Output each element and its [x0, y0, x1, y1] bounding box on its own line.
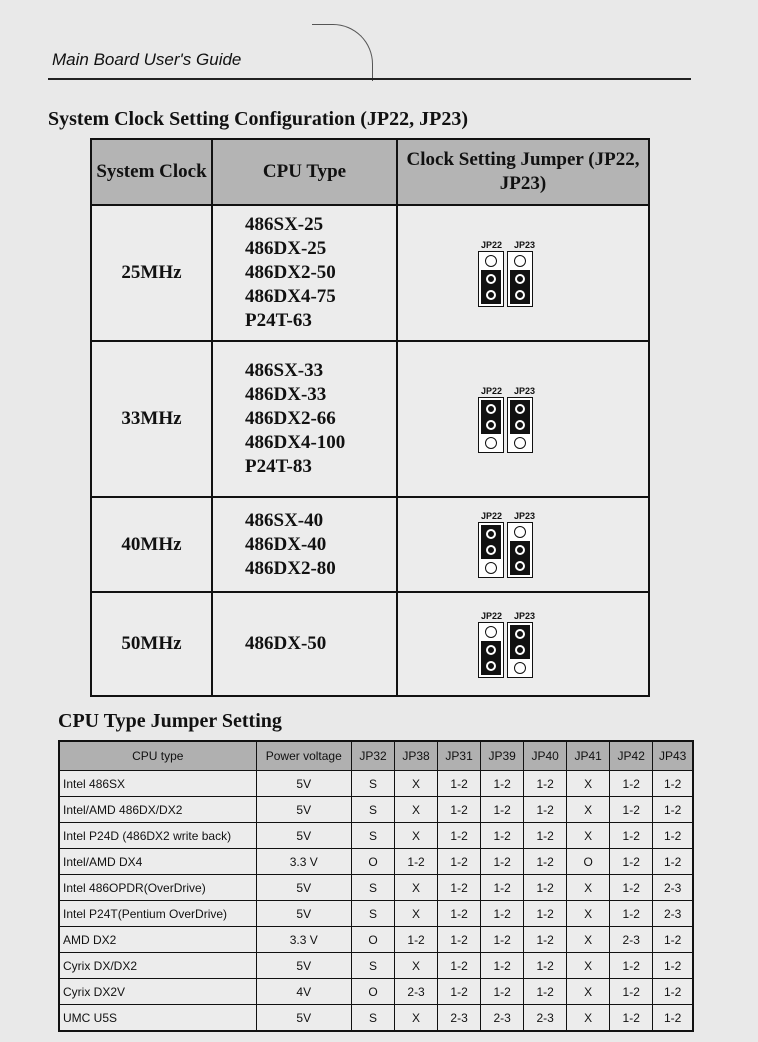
cpu-setting-cell: 1-2: [481, 875, 524, 901]
jumper-pin: [515, 404, 525, 414]
cpu-type-cell: [212, 497, 397, 592]
jp22-header: [478, 251, 504, 307]
cpu-name-cell: Intel 486OPDR(OverDrive): [59, 875, 256, 901]
decorative-arc: [312, 24, 373, 81]
cpu-type-item: 486DX2-80: [245, 557, 336, 579]
cpu-setting-cell: 1-2: [438, 875, 481, 901]
cpu-setting-cell: S: [352, 901, 395, 927]
clock-table-header-row: [91, 139, 649, 205]
jumper-pin: [486, 529, 496, 539]
cpu-name-cell: Intel P24T(Pentium OverDrive): [59, 901, 256, 927]
cpu-type-item: 486DX-50: [245, 633, 327, 654]
cpu-setting-cell: O: [352, 849, 395, 875]
jumper-labels: [478, 240, 538, 250]
cpu-setting-cell: 2-3: [438, 1005, 481, 1032]
jumper-pin: [486, 290, 496, 300]
cpu-setting-cell: 1-2: [438, 927, 481, 953]
jumper-pin: [515, 420, 525, 430]
cpu-setting-cell: 5V: [256, 875, 352, 901]
cpu-setting-cell: S: [352, 823, 395, 849]
jumper-label: JP22: [480, 239, 503, 250]
cpu-setting-cell: X: [395, 875, 438, 901]
jumper-pin: [485, 255, 497, 267]
cpu-setting-cell: 1-2: [610, 901, 653, 927]
cpu-table-row: [59, 927, 693, 953]
cpu-setting-cell: 1-2: [653, 979, 693, 1005]
cpu-setting-cell: 1-2: [653, 797, 693, 823]
jumper-labels: [478, 511, 538, 521]
cpu-name-cell: Intel P24D (486DX2 write back): [59, 823, 256, 849]
jumper-pin: [485, 437, 497, 449]
cpu-setting-cell: 1-2: [438, 901, 481, 927]
jumper-pin: [486, 404, 496, 414]
cpu-setting-cell: 1-2: [438, 771, 481, 797]
clock-jumper-cell: [397, 497, 649, 592]
cpu-setting-cell: 1-2: [524, 927, 567, 953]
cpu-setting-cell: X: [567, 927, 610, 953]
cpu-type-jumper-table: [58, 740, 694, 1032]
jumper-label: JP22: [480, 511, 503, 521]
cpu-setting-cell: 1-2: [524, 849, 567, 875]
cpu-table-row: [59, 1005, 693, 1032]
jumper-labels: [478, 386, 538, 396]
cpu-setting-cell: 2-3: [653, 875, 693, 901]
cpu-setting-cell: 1-2: [653, 771, 693, 797]
cpu-setting-cell: 1-2: [524, 771, 567, 797]
cpu-setting-cell: 2-3: [524, 1005, 567, 1032]
jumper-pin: [485, 562, 497, 574]
jumper-labels: [478, 611, 538, 621]
cpu-setting-cell: X: [395, 823, 438, 849]
jumper-pin: [486, 420, 496, 430]
cpu-setting-cell: S: [352, 771, 395, 797]
jumper-pin: [515, 645, 525, 655]
cpu-name-cell: Intel 486SX: [59, 771, 256, 797]
cpu-col-header: JP41: [567, 741, 610, 771]
cpu-setting-cell: X: [395, 901, 438, 927]
cpu-type-item: 486DX-33: [245, 384, 327, 405]
jumper-cap: [481, 400, 501, 434]
cpu-setting-cell: O: [567, 849, 610, 875]
cpu-name-cell: Cyrix DX2V: [59, 979, 256, 1005]
cpu-setting-cell: X: [395, 1005, 438, 1032]
cpu-setting-cell: 1-2: [395, 927, 438, 953]
cpu-setting-cell: X: [567, 979, 610, 1005]
system-clock-cell: 33MHz: [91, 341, 212, 497]
jp23-header: [507, 622, 533, 678]
cpu-setting-cell: 1-2: [481, 823, 524, 849]
cpu-setting-cell: 5V: [256, 823, 352, 849]
cpu-setting-cell: 1-2: [610, 849, 653, 875]
cpu-setting-cell: 1-2: [481, 979, 524, 1005]
jumper-pin: [515, 629, 525, 639]
jumper-pin: [514, 437, 526, 449]
cpu-setting-cell: 1-2: [481, 771, 524, 797]
cpu-setting-cell: 2-3: [481, 1005, 524, 1032]
cpu-setting-cell: O: [352, 927, 395, 953]
cpu-setting-cell: 1-2: [610, 797, 653, 823]
cpu-setting-cell: 3.3 V: [256, 849, 352, 875]
cpu-table-row: [59, 771, 693, 797]
clock-jumper-cell: [397, 592, 649, 696]
cpu-setting-cell: 1-2: [524, 875, 567, 901]
cpu-type-item: 486DX-25: [245, 238, 327, 259]
jumper-pin: [485, 626, 497, 638]
jp22-header: [478, 622, 504, 678]
cpu-table-row: [59, 849, 693, 875]
cpu-setting-cell: 1-2: [438, 953, 481, 979]
cpu-type-item: 486DX2-50: [245, 262, 336, 283]
cpu-section-title: CPU Type Jumper Setting: [58, 710, 282, 732]
jumper-cap: [481, 270, 501, 304]
clock-jumper-cell: [397, 205, 649, 341]
jumper-cap: [481, 525, 501, 559]
cpu-setting-cell: 1-2: [653, 927, 693, 953]
cpu-setting-cell: 1-2: [438, 849, 481, 875]
cpu-table-row: [59, 953, 693, 979]
cpu-type-item: 486DX4-75: [245, 286, 336, 307]
cpu-table-row: [59, 823, 693, 849]
jumper-cap: [510, 541, 530, 575]
cpu-type-item: P24T-63: [245, 310, 312, 331]
cpu-setting-cell: S: [352, 797, 395, 823]
system-clock-cell: 25MHz: [91, 205, 212, 341]
cpu-col-header: CPU type: [59, 741, 256, 771]
cpu-setting-cell: X: [567, 823, 610, 849]
jumper-label: JP23: [513, 610, 536, 621]
cpu-table-header-row: [59, 741, 693, 771]
jumper-pin: [515, 274, 525, 284]
cpu-type-item: 486SX-33: [245, 360, 324, 381]
cpu-col-header: JP43: [653, 741, 693, 771]
jumper-label: JP23: [513, 239, 536, 250]
cpu-setting-cell: 1-2: [524, 901, 567, 927]
cpu-setting-cell: 1-2: [610, 953, 653, 979]
jp23-header: [507, 397, 533, 453]
cpu-setting-cell: 5V: [256, 771, 352, 797]
cpu-setting-cell: X: [567, 1005, 610, 1032]
cpu-setting-cell: 3.3 V: [256, 927, 352, 953]
cpu-type-item: 486DX2-66: [245, 408, 336, 429]
cpu-col-header: Power voltage: [256, 741, 352, 771]
jumper-cap: [510, 400, 530, 434]
jumper-cap: [481, 641, 501, 675]
jumper-diagram: [478, 511, 538, 578]
cpu-type-item: 486SX-25: [245, 214, 324, 235]
cpu-setting-cell: 1-2: [610, 823, 653, 849]
jumper-pin: [514, 662, 526, 674]
jumper-cap: [510, 625, 530, 659]
cpu-setting-cell: X: [567, 901, 610, 927]
cpu-setting-cell: X: [395, 797, 438, 823]
system-clock-cell: 50MHz: [91, 592, 212, 696]
cpu-setting-cell: 1-2: [653, 849, 693, 875]
page-header-title: Main Board User's Guide: [52, 50, 242, 69]
jumper-diagram: [478, 611, 538, 678]
cpu-setting-cell: 1-2: [438, 979, 481, 1005]
clock-table-row: [91, 341, 649, 497]
cpu-type-cell: [212, 205, 397, 341]
cpu-setting-cell: 2-3: [395, 979, 438, 1005]
cpu-type-cell: [212, 592, 397, 696]
cpu-setting-cell: 1-2: [524, 979, 567, 1005]
cpu-setting-cell: 5V: [256, 797, 352, 823]
cpu-setting-cell: X: [567, 875, 610, 901]
cpu-setting-cell: S: [352, 875, 395, 901]
jumper-pin: [514, 526, 526, 538]
cpu-name-cell: Intel/AMD 486DX/DX2: [59, 797, 256, 823]
jumper-pin: [486, 645, 496, 655]
cpu-setting-cell: 1-2: [481, 849, 524, 875]
col-header-cpu-type: CPU Type: [212, 139, 397, 205]
cpu-setting-cell: 1-2: [481, 953, 524, 979]
clock-table-row: [91, 205, 649, 341]
jumper-diagram: [478, 386, 538, 453]
cpu-col-header: JP38: [395, 741, 438, 771]
cpu-setting-cell: 1-2: [653, 1005, 693, 1032]
cpu-setting-cell: 2-3: [610, 927, 653, 953]
jumper-diagram: [478, 240, 538, 307]
jp22-header: [478, 397, 504, 453]
cpu-setting-cell: 1-2: [438, 823, 481, 849]
jumper-pin: [515, 545, 525, 555]
cpu-name-cell: AMD DX2: [59, 927, 256, 953]
cpu-setting-cell: 1-2: [653, 823, 693, 849]
system-clock-cell: 40MHz: [91, 497, 212, 592]
cpu-name-cell: UMC U5S: [59, 1005, 256, 1032]
clock-table-row: [91, 497, 649, 592]
cpu-type-item: 486SX-40: [245, 509, 324, 531]
cpu-setting-cell: X: [567, 953, 610, 979]
jumper-cap: [510, 270, 530, 304]
jp23-header: [507, 522, 533, 578]
jumper-label: JP22: [480, 385, 503, 396]
cpu-setting-cell: X: [567, 771, 610, 797]
jumper-pin: [515, 290, 525, 300]
clock-setting-table: [90, 138, 650, 697]
cpu-col-header: JP42: [610, 741, 653, 771]
jumper-pin: [515, 561, 525, 571]
cpu-setting-cell: X: [567, 797, 610, 823]
cpu-table-row: [59, 901, 693, 927]
cpu-col-header: JP40: [524, 741, 567, 771]
jumper-pin: [514, 255, 526, 267]
cpu-table-row: [59, 875, 693, 901]
cpu-setting-cell: 1-2: [481, 901, 524, 927]
cpu-name-cell: Intel/AMD DX4: [59, 849, 256, 875]
cpu-setting-cell: 1-2: [610, 979, 653, 1005]
cpu-col-header: JP32: [352, 741, 395, 771]
cpu-table-row: [59, 797, 693, 823]
cpu-setting-cell: 1-2: [438, 797, 481, 823]
cpu-setting-cell: 5V: [256, 901, 352, 927]
cpu-name-cell: Cyrix DX/DX2: [59, 953, 256, 979]
jumper-label: JP23: [513, 511, 536, 521]
jp23-header: [507, 251, 533, 307]
col-header-clock-jumper: Clock Setting Jumper (JP22, JP23): [397, 139, 649, 205]
cpu-table-row: [59, 979, 693, 1005]
jumper-label: JP22: [480, 610, 503, 621]
clock-jumper-cell: [397, 341, 649, 497]
cpu-setting-cell: 5V: [256, 953, 352, 979]
jp22-header: [478, 522, 504, 578]
cpu-setting-cell: 1-2: [610, 1005, 653, 1032]
jumper-label: JP23: [513, 385, 536, 396]
cpu-setting-cell: S: [352, 953, 395, 979]
clock-section-title: System Clock Setting Configuration (JP22, JP23): [48, 108, 468, 130]
jumper-pin: [486, 274, 496, 284]
cpu-setting-cell: 1-2: [395, 849, 438, 875]
cpu-setting-cell: 1-2: [653, 953, 693, 979]
cpu-setting-cell: X: [395, 771, 438, 797]
cpu-setting-cell: 5V: [256, 1005, 352, 1032]
cpu-setting-cell: 1-2: [524, 953, 567, 979]
cpu-setting-cell: O: [352, 979, 395, 1005]
cpu-setting-cell: S: [352, 1005, 395, 1032]
col-header-system-clock: System Clock: [91, 139, 212, 205]
cpu-setting-cell: 1-2: [481, 927, 524, 953]
cpu-setting-cell: 1-2: [610, 771, 653, 797]
cpu-setting-cell: 2-3: [653, 901, 693, 927]
clock-table-row: [91, 592, 649, 696]
header-divider: [48, 78, 691, 80]
cpu-col-header: JP39: [481, 741, 524, 771]
cpu-type-item: P24T-83: [245, 456, 312, 477]
jumper-pin: [486, 545, 496, 555]
cpu-type-item: 486DX-40: [245, 533, 327, 555]
cpu-setting-cell: 4V: [256, 979, 352, 1005]
cpu-setting-cell: 1-2: [524, 797, 567, 823]
cpu-setting-cell: 1-2: [610, 875, 653, 901]
cpu-type-cell: [212, 341, 397, 497]
cpu-col-header: JP31: [438, 741, 481, 771]
jumper-pin: [486, 661, 496, 671]
cpu-type-item: 486DX4-100: [245, 432, 346, 453]
cpu-setting-cell: 1-2: [524, 823, 567, 849]
cpu-setting-cell: X: [395, 953, 438, 979]
cpu-setting-cell: 1-2: [481, 797, 524, 823]
